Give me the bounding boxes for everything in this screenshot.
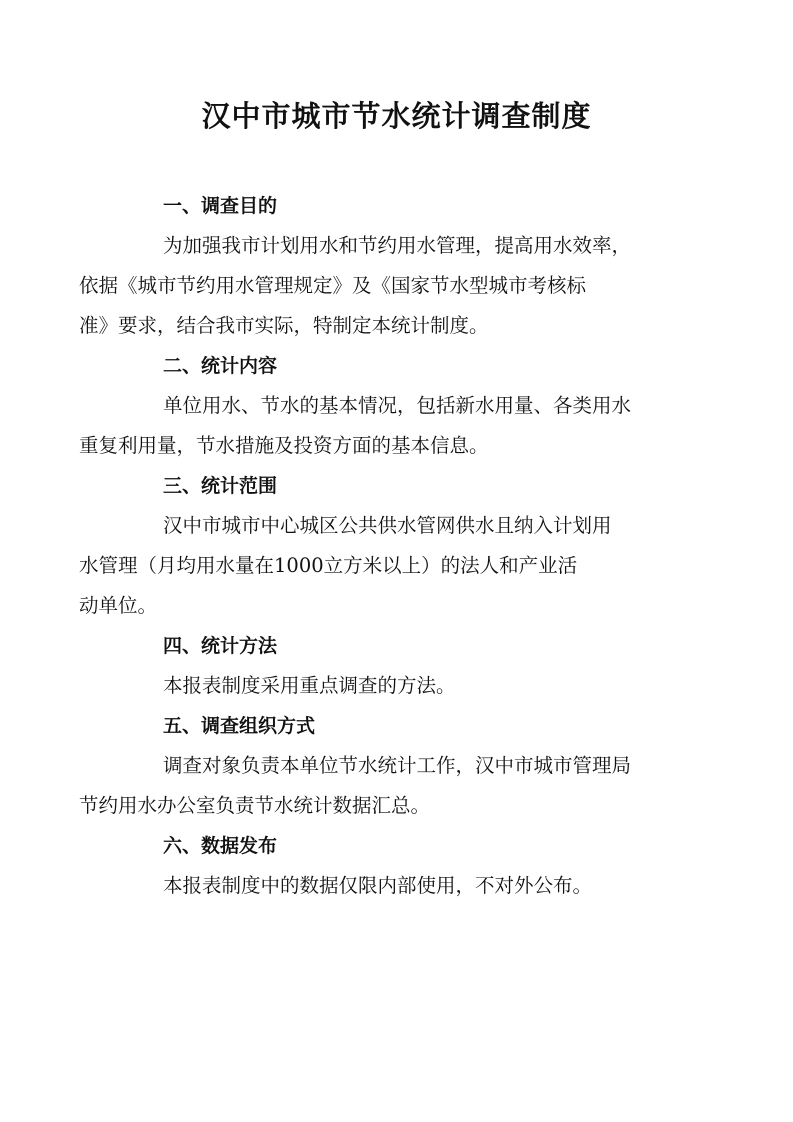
paragraph-line: 本报表制度中的数据仅限内部使用，不对外公布。 — [163, 874, 593, 897]
section-heading-content: 二、统计内容 — [163, 355, 278, 377]
section-paragraph-organization — [79, 746, 681, 826]
paragraph-line: 调查对象负责本单位节水统计工作，汉中市城市管理局 — [163, 754, 632, 777]
paragraph-line: 本报表制度采用重点调查的方法。 — [163, 674, 456, 697]
paragraph-line: 单位用水、节水的基本情况，包括新水用量、各类用水 — [163, 394, 632, 417]
section-heading-purpose: 一、调查目的 — [163, 195, 278, 217]
paragraph-line: 动单位。 — [79, 594, 158, 617]
section-paragraph-method — [121, 666, 681, 706]
section-heading-scope: 三、统计范围 — [163, 475, 278, 497]
paragraph-line: 节约用水办公室负责节水统计数据汇总。 — [79, 794, 431, 817]
paragraph-line: 依据《城市节约用水管理规定》及《国家节水型城市考核标 — [79, 274, 587, 297]
paragraph-line: 为加强我市计划用水和节约用水管理，提高用水效率， — [163, 234, 632, 257]
paragraph-line: 重复利用量，节水措施及投资方面的基本信息。 — [79, 434, 489, 457]
section-heading-organization: 五、调查组织方式 — [163, 715, 316, 737]
section-paragraph-purpose — [79, 226, 681, 346]
paragraph-line: 水管理（月均用水量在1000立方米以上）的法人和产业活 — [79, 554, 578, 577]
section-paragraph-publication — [121, 866, 681, 906]
paragraph-line: 汉中市城市中心城区公共供水管网供水且纳入计划用 — [163, 514, 612, 537]
document-body — [79, 186, 681, 906]
section-paragraph-scope — [79, 506, 681, 626]
section-heading-publication: 六、数据发布 — [163, 835, 278, 857]
section-heading-method: 四、统计方法 — [163, 635, 278, 657]
section-paragraph-content — [79, 386, 681, 466]
paragraph-line: 准》要求，结合我市实际，特制定本统计制度。 — [79, 314, 489, 337]
page-title: 汉中市城市节水统计调查制度 — [201, 99, 592, 133]
